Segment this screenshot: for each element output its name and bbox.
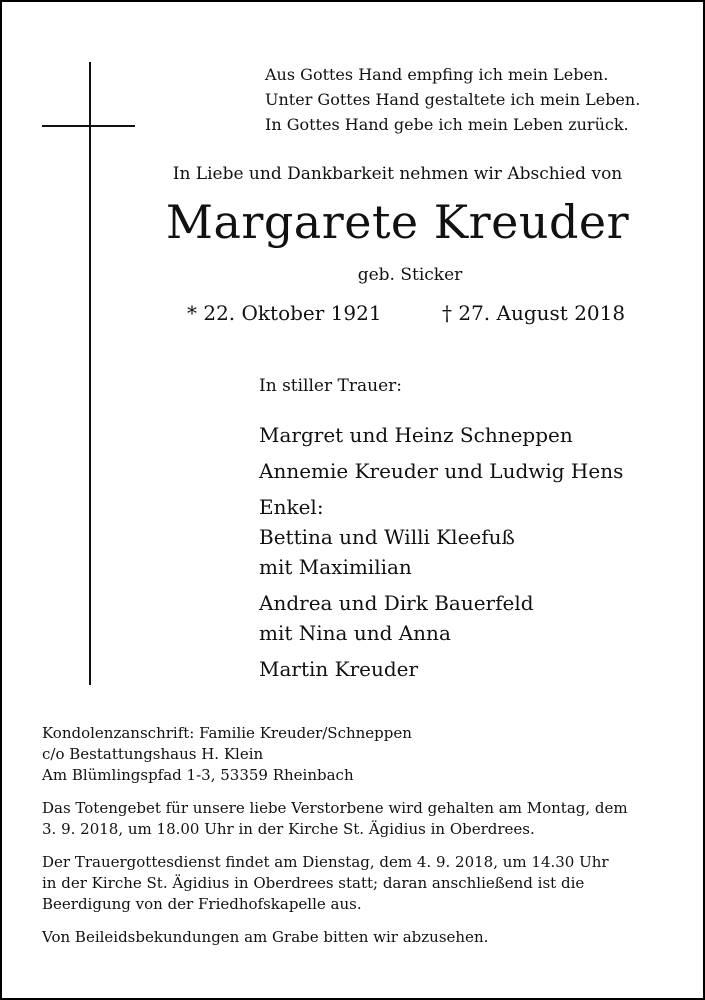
condolence-line: Am Blümlingspfad 1-3, 53359 Rheinbach xyxy=(42,766,354,784)
farewell-intro-text: In Liebe und Dankbarkeit nehmen wir Abschied von xyxy=(172,164,623,184)
birth-date: * 22. Oktober 1921 xyxy=(187,301,382,325)
prayer-line: Das Totengebet für unsere liebe Verstorbene wird gehalten am Montag, dem xyxy=(42,799,628,817)
deceased-name: Margarete Kreuder xyxy=(165,195,630,249)
birth-name: geb. Sticker xyxy=(357,265,463,285)
family-line: mit Maximilian xyxy=(259,555,412,579)
family-group xyxy=(259,654,623,684)
family-line: Margret und Heinz Schneppen xyxy=(259,423,573,447)
condolence-line: c/o Bestattungshaus H. Klein xyxy=(42,745,264,763)
family-group xyxy=(259,456,623,486)
family-line: Enkel: xyxy=(259,495,324,519)
condolence-line: Kondolenzanschrift: Familie Kreuder/Schneppen xyxy=(42,724,412,742)
funeral-line: Beerdigung von der Friedhofskapelle aus. xyxy=(42,895,362,913)
death-date: † 27. August 2018 xyxy=(442,301,626,325)
footer-info xyxy=(42,723,667,960)
family-group xyxy=(259,492,623,582)
poem xyxy=(265,62,640,137)
farewell-intro xyxy=(2,164,703,184)
poem-line: Aus Gottes Hand empfing ich mein Leben. xyxy=(265,65,609,84)
poem-line: Unter Gottes Hand gestaltete ich mein Leben. xyxy=(265,90,641,109)
funeral-line: in der Kirche St. Ägidius in Oberdrees statt; daran anschließend ist die xyxy=(42,874,585,892)
condolence-note: Von Beileidsbekundungen am Grabe bitten wir abzusehen. xyxy=(42,928,489,946)
prayer-info xyxy=(42,798,667,840)
family-list xyxy=(259,420,623,690)
funeral-line: Der Trauergottesdienst findet am Dienstag, dem 4. 9. 2018, um 14.30 Uhr xyxy=(42,853,609,871)
family-line: Annemie Kreuder und Ludwig Hens xyxy=(259,459,624,483)
funeral-info xyxy=(42,852,667,915)
family-line: Andrea und Dirk Bauerfeld xyxy=(259,591,534,615)
condolence-address xyxy=(42,723,667,786)
family-line: Martin Kreuder xyxy=(259,657,419,681)
prayer-line: 3. 9. 2018, um 18.00 Uhr in der Kirche St. Ägidius in Oberdrees. xyxy=(42,820,535,838)
family-group xyxy=(259,588,623,648)
poem-line: In Gottes Hand gebe ich mein Leben zurück. xyxy=(265,115,629,134)
cross-icon xyxy=(89,62,91,685)
cross-icon-bar xyxy=(42,125,135,127)
family-group xyxy=(259,420,623,450)
family-line: Bettina und Willi Kleefuß xyxy=(259,525,515,549)
family-line: mit Nina und Anna xyxy=(259,621,451,645)
mourning-label: In stiller Trauer: xyxy=(259,376,402,396)
